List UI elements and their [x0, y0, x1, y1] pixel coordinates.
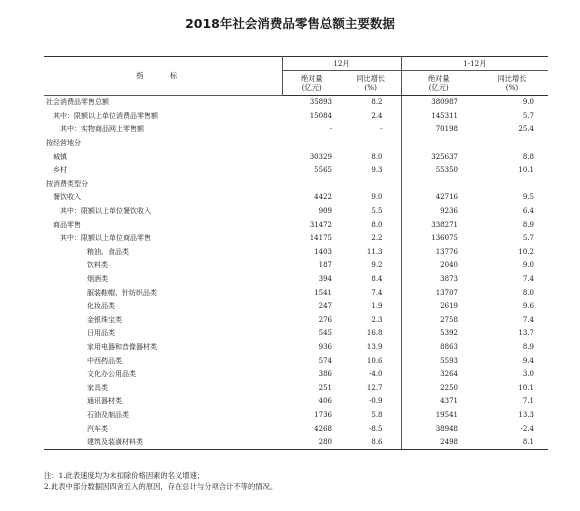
ytd-abs-value: 2498	[401, 436, 476, 450]
dec-abs-value: 545	[318, 329, 332, 338]
row-indicator: 金银珠宝类	[87, 315, 122, 324]
ytd-abs-value: 380987	[431, 98, 458, 107]
row-indicator: 石油及制品类	[87, 410, 129, 419]
ytd-abs-value: 136075	[431, 234, 458, 243]
dec-yoy-value: 1.9	[341, 300, 401, 314]
dec-abs-value: 406	[318, 397, 332, 406]
table-row	[44, 354, 548, 368]
retail-sales-table	[44, 56, 548, 450]
ytd-yoy-value: 9.6	[522, 302, 534, 311]
dec-abs-value: 247	[318, 302, 332, 311]
row-indicator: 家具类	[87, 383, 108, 392]
row-indicator: 文化办公用品类	[87, 370, 136, 379]
dec-yoy-value: -8.5	[341, 422, 401, 436]
dec-abs-value: 4268	[314, 424, 332, 433]
table-row	[44, 137, 548, 151]
ytd-yoy-value: 8.8	[522, 152, 534, 161]
dec-abs-value: 31472	[309, 220, 332, 229]
dec-abs-value	[282, 137, 341, 151]
table-row	[44, 395, 548, 409]
dec-abs-value	[282, 178, 341, 192]
dec-abs-value: 15084	[309, 111, 332, 120]
page-title: 2018年社会消费品零售总额主要数据	[185, 16, 395, 31]
dec-abs-value: 909	[318, 207, 332, 216]
row-indicator: 粮油、食品类	[87, 247, 129, 256]
table-body	[44, 96, 548, 450]
table-row	[44, 409, 548, 423]
ytd-abs-value: 42716	[435, 193, 458, 202]
dec-abs-value: 386	[318, 370, 332, 379]
table-row	[44, 327, 548, 341]
dec-yoy-value: 11.3	[341, 246, 401, 260]
ytd-yoy-value	[476, 137, 548, 151]
ytd-yoy-value: 8.0	[522, 288, 534, 297]
table-row	[44, 232, 548, 246]
footnote-2: 2.此表中部分数据因四舍五入的原因，存在总计与分项合计不等的情况。	[44, 482, 278, 491]
dec-yoy-value: 5.8	[341, 409, 401, 423]
table-row	[44, 110, 548, 124]
ytd-yoy-value: 3.0	[522, 370, 534, 379]
ytd-yoy-value: 10.1	[518, 383, 534, 392]
dec-abs-value: 1541	[314, 288, 332, 297]
dec-yoy-value: 2.4	[341, 110, 401, 124]
table-row	[44, 314, 548, 328]
ytd-abs-value: 2040	[440, 261, 458, 270]
dec-abs-value: 35893	[309, 98, 332, 107]
ytd-abs-value: 19541	[435, 410, 458, 419]
ytd-yoy-value: 25.4	[518, 125, 534, 134]
december-header: 12月	[282, 57, 401, 71]
ytd-abs-value: 8863	[440, 342, 458, 351]
ytd-abs-value: 145311	[431, 111, 458, 120]
ytd-yoy-value: 5.7	[522, 234, 534, 243]
table-row	[44, 300, 548, 314]
ytd-yoy-value	[476, 178, 548, 192]
footnote-1: 注：1.此表速度均为未扣除价格因素的名义增速；	[44, 471, 205, 480]
dec-yoy-value	[341, 178, 401, 192]
ytd-yoy-value: 8.9	[522, 342, 534, 351]
dec-abs-value: 280	[282, 436, 341, 450]
dec-abs-value: 394	[318, 275, 332, 284]
ytd-abs-value: 338271	[431, 220, 458, 229]
dec-abs-value: 187	[318, 261, 332, 270]
row-indicator: 乡村	[53, 166, 67, 175]
dec-abs-value: 251	[318, 383, 332, 392]
row-indicator: 化妆品类	[87, 302, 115, 311]
row-indicator: 按消费类型分	[46, 179, 88, 188]
table-row	[44, 246, 548, 260]
indicator-header: 指 标	[44, 57, 282, 96]
table-row	[44, 178, 548, 192]
ytd-yoy-value: 13.7	[518, 329, 534, 338]
ytd-abs-value: 4371	[440, 397, 458, 406]
dec-yoy-value: 7.4	[341, 286, 401, 300]
ytd-abs-value: 9236	[440, 207, 458, 216]
dec-yoy-value: 5.5	[341, 205, 401, 219]
row-indicator: 其中：限额以上单位餐饮收入	[60, 207, 151, 216]
ytd-yoy-value: 7.1	[522, 397, 534, 406]
dec-abs-value: 574	[318, 356, 332, 365]
ytd-yoy-value: 8.9	[522, 220, 534, 229]
ytd-yoy-value: 9.0	[522, 98, 534, 107]
ytd-yoy-value: 8.1	[476, 436, 548, 450]
ytd-abs-value: 13776	[435, 247, 458, 256]
ytd-abs-value: 38948	[435, 424, 458, 433]
dec-yoy-value: 8.2	[341, 96, 401, 110]
table-row	[44, 218, 548, 232]
ytd-yoy-value: 10.1	[518, 166, 534, 175]
dec-abs-value: 30329	[309, 152, 332, 161]
ytd-abs-value: 2619	[440, 302, 458, 311]
ytd-yoy-value: 7.4	[522, 315, 534, 324]
table-row	[44, 191, 548, 205]
row-indicator: 其中：限额以上单位消费品零售额	[53, 111, 158, 120]
ytd-abs-header: 绝对量 (亿元)	[401, 71, 476, 96]
ytd-yoy-value: 9.5	[522, 193, 534, 202]
row-indicator: 社会消费品零售总额	[46, 98, 109, 107]
dec-abs-value: 1736	[314, 410, 332, 419]
dec-yoy-value: 16.8	[341, 327, 401, 341]
dec-abs-header: 绝对量 (亿元)	[282, 71, 341, 96]
ytd-yoy-value: 9.0	[522, 261, 534, 270]
table-row	[44, 422, 548, 436]
row-indicator: 日用品类	[87, 329, 115, 338]
dec-yoy-value: 13.9	[341, 341, 401, 355]
dec-yoy-value: 9.3	[341, 164, 401, 178]
ytd-yoy-value: 7.4	[522, 275, 534, 284]
dec-yoy-value: -4.0	[341, 368, 401, 382]
table-row	[44, 150, 548, 164]
dec-yoy-value: -	[341, 123, 401, 137]
row-indicator: 家用电器和音像器材类	[87, 342, 157, 351]
dec-abs-value: 4422	[314, 193, 332, 202]
table-row	[44, 436, 548, 450]
row-indicator: 按经营地分	[46, 139, 81, 148]
ytd-abs-value: 13707	[435, 288, 458, 297]
dec-yoy-value: 10.6	[341, 354, 401, 368]
ytd-abs-value: 3873	[440, 275, 458, 284]
row-indicator: 中西药品类	[87, 356, 122, 365]
ytd-yoy-header: 同比增长 (%)	[476, 71, 548, 96]
footnotes	[44, 470, 277, 492]
table-row	[44, 96, 548, 110]
dec-yoy-value	[341, 137, 401, 151]
ytd-yoy-value: -2.4	[520, 424, 534, 433]
table-row	[44, 341, 548, 355]
table-row	[44, 205, 548, 219]
dec-yoy-value: 9.2	[341, 259, 401, 273]
dec-abs-value: 14175	[309, 234, 332, 243]
dec-yoy-value: 8.0	[341, 150, 401, 164]
row-indicator: 餐饮收入	[53, 193, 81, 202]
ytd-yoy-value: 9.4	[522, 356, 534, 365]
table-row	[44, 286, 548, 300]
dec-yoy-value: 8.6	[341, 436, 401, 450]
ytd-abs-value: 3264	[440, 370, 458, 379]
row-indicator: 其中：实物商品网上零售额	[60, 125, 144, 134]
row-indicator: 通讯器材类	[87, 397, 122, 406]
dec-yoy-value: 8.4	[341, 273, 401, 287]
table-row	[44, 123, 548, 137]
table-row	[44, 164, 548, 178]
row-indicator: 烟酒类	[87, 275, 108, 284]
ytd-abs-value	[401, 137, 476, 151]
dec-yoy-value: 12.7	[341, 381, 401, 395]
row-indicator: 汽车类	[87, 424, 108, 433]
jan-dec-header: 1-12月	[401, 57, 548, 71]
ytd-abs-value: 325637	[431, 152, 458, 161]
dec-yoy-value: 2.2	[341, 232, 401, 246]
ytd-yoy-value: 13.3	[518, 410, 534, 419]
ytd-abs-value: 2758	[440, 315, 458, 324]
row-indicator: 建筑及装潢材料类	[44, 436, 282, 450]
dec-yoy-value: 9.0	[341, 191, 401, 205]
dec-yoy-value: -0.9	[341, 395, 401, 409]
ytd-yoy-value: 5.7	[522, 111, 534, 120]
table-row	[44, 368, 548, 382]
dec-yoy-value: 8.0	[341, 218, 401, 232]
dec-yoy-header: 同比增长 (%)	[341, 71, 401, 96]
ytd-abs-value: 2250	[440, 383, 458, 392]
dec-abs-value: 1403	[314, 247, 332, 256]
dec-abs-value: 5565	[314, 166, 332, 175]
ytd-abs-value	[401, 178, 476, 192]
dec-abs-value: 276	[318, 315, 332, 324]
ytd-yoy-value: 6.4	[522, 207, 534, 216]
row-indicator: 服装鞋帽、针纺织品类	[87, 288, 157, 297]
row-indicator: 其中：限额以上单位商品零售	[60, 234, 151, 243]
row-indicator: 城镇	[53, 152, 67, 161]
ytd-abs-value: 5593	[440, 356, 458, 365]
dec-abs-value: -	[329, 125, 332, 134]
row-indicator: 饮料类	[87, 261, 108, 270]
row-indicator: 商品零售	[53, 220, 81, 229]
ytd-yoy-value: 10.2	[518, 247, 534, 256]
ytd-abs-value: 5392	[440, 329, 458, 338]
dec-abs-value: 936	[318, 342, 332, 351]
ytd-abs-value: 70198	[435, 125, 458, 134]
table-row	[44, 259, 548, 273]
table-row	[44, 381, 548, 395]
dec-yoy-value: 2.3	[341, 314, 401, 328]
ytd-abs-value: 55350	[435, 166, 458, 175]
table-row	[44, 273, 548, 287]
